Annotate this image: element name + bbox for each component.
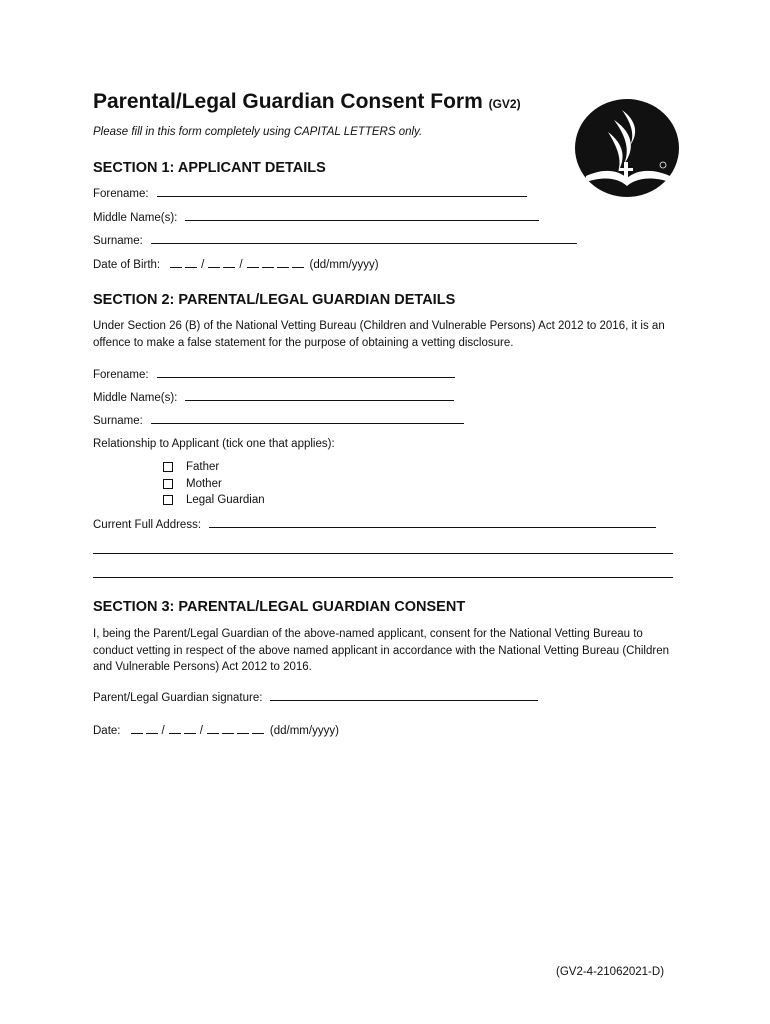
section1-heading: SECTION 1: APPLICANT DETAILS bbox=[93, 160, 326, 176]
section2-heading: SECTION 2: PARENTAL/LEGAL GUARDIAN DETAILS bbox=[93, 292, 456, 308]
guardian-middle-row bbox=[93, 391, 454, 404]
date-day-2[interactable] bbox=[146, 724, 158, 734]
guardian-forename-row bbox=[93, 368, 455, 381]
date-year-1[interactable] bbox=[207, 724, 219, 734]
relationship-row bbox=[93, 438, 335, 450]
applicant-surname-row bbox=[93, 234, 577, 247]
dob-year-2[interactable] bbox=[262, 258, 274, 268]
checkbox-legal-guardian[interactable] bbox=[163, 495, 173, 505]
dob-year-1[interactable] bbox=[247, 258, 259, 268]
consent-date-label: Date: bbox=[93, 725, 121, 737]
date-year-2[interactable] bbox=[222, 724, 234, 734]
applicant-middle-field[interactable] bbox=[185, 211, 539, 221]
applicant-surname-label: Surname: bbox=[93, 235, 143, 247]
option-mother-label: Mother bbox=[186, 478, 222, 490]
applicant-forename-row bbox=[93, 187, 527, 200]
form-instruction: Please fill in this form completely using CAPITAL LETTERS only. bbox=[93, 126, 423, 138]
address-line-3[interactable] bbox=[93, 577, 673, 578]
guardian-forename-label: Forename: bbox=[93, 369, 149, 381]
option-father-label: Father bbox=[186, 461, 220, 473]
section3-heading: SECTION 3: PARENTAL/LEGAL GUARDIAN CONSENT bbox=[93, 599, 466, 615]
dob-day-2[interactable] bbox=[185, 258, 197, 268]
dob-day-1[interactable] bbox=[170, 258, 182, 268]
dob-year-3[interactable] bbox=[277, 258, 289, 268]
applicant-middle-row bbox=[93, 211, 539, 224]
guardian-forename-field[interactable] bbox=[157, 368, 455, 378]
form-title-text: Parental/Legal Guardian Consent Form bbox=[93, 90, 483, 113]
date-separator: / bbox=[161, 725, 165, 737]
date-month-1[interactable] bbox=[169, 724, 181, 734]
address-row bbox=[93, 518, 656, 531]
signature-row bbox=[93, 691, 538, 704]
guardian-surname-field[interactable] bbox=[151, 414, 464, 424]
applicant-forename-label: Forename: bbox=[93, 188, 149, 200]
dob-month-1[interactable] bbox=[208, 258, 220, 268]
applicant-forename-field[interactable] bbox=[157, 187, 527, 197]
option-legal-guardian-label: Legal Guardian bbox=[186, 494, 265, 506]
dob-format-hint: (dd/mm/yyyy) bbox=[309, 259, 379, 271]
consent-date-format-hint: (dd/mm/yyyy) bbox=[269, 725, 339, 737]
guardian-middle-field[interactable] bbox=[185, 391, 454, 401]
date-separator: / bbox=[199, 725, 203, 737]
form-reference: (GV2-4-21062021-D) bbox=[556, 966, 665, 978]
date-year-4[interactable] bbox=[252, 724, 264, 734]
checkbox-mother[interactable] bbox=[163, 479, 173, 489]
guardian-surname-label: Surname: bbox=[93, 415, 143, 427]
dob-month-2[interactable] bbox=[223, 258, 235, 268]
applicant-middle-label: Middle Name(s): bbox=[93, 212, 178, 224]
option-legal-guardian[interactable] bbox=[163, 494, 265, 506]
applicant-surname-field[interactable] bbox=[151, 234, 577, 244]
checkbox-father[interactable] bbox=[163, 462, 173, 472]
guardian-surname-row bbox=[93, 414, 464, 427]
false-statement-notice: Under Section 26 (B) of the National Vetting Bureau (Children and Vulnerable Persons) Act 2012 to 2016, it is an offence to make a false statement for the purpose of obtaining a vetting disclosure. bbox=[93, 320, 665, 349]
signature-label: Parent/Legal Guardian signature: bbox=[93, 692, 263, 704]
applicant-dob-row bbox=[93, 258, 379, 271]
address-line-2[interactable] bbox=[93, 553, 673, 554]
form-code: (GV2) bbox=[488, 97, 521, 111]
applicant-dob-label: Date of Birth: bbox=[93, 259, 161, 271]
date-separator: / bbox=[201, 259, 205, 271]
form-title bbox=[93, 90, 521, 114]
consent-date-row bbox=[93, 724, 339, 737]
date-month-2[interactable] bbox=[184, 724, 196, 734]
date-day-1[interactable] bbox=[131, 724, 143, 734]
address-line-1[interactable] bbox=[209, 518, 656, 528]
option-father[interactable] bbox=[163, 461, 219, 473]
consent-statement: I, being the Parent/Legal Guardian of the above-named applicant, consent for the National Vetting Bureau to conduct vetting in respect of the above named applicant in accordance with the National Vetting Bureau (Children and Vulnerable Persons) Act 2012 to 2016. bbox=[93, 628, 669, 673]
church-flame-bible-logo-icon bbox=[574, 98, 680, 200]
address-label: Current Full Address: bbox=[93, 519, 202, 531]
relationship-label: Relationship to Applicant (tick one that applies): bbox=[93, 438, 335, 450]
date-separator: / bbox=[239, 259, 243, 271]
guardian-middle-label: Middle Name(s): bbox=[93, 392, 178, 404]
signature-field[interactable] bbox=[270, 691, 538, 701]
date-year-3[interactable] bbox=[237, 724, 249, 734]
dob-year-4[interactable] bbox=[292, 258, 304, 268]
option-mother[interactable] bbox=[163, 478, 222, 490]
